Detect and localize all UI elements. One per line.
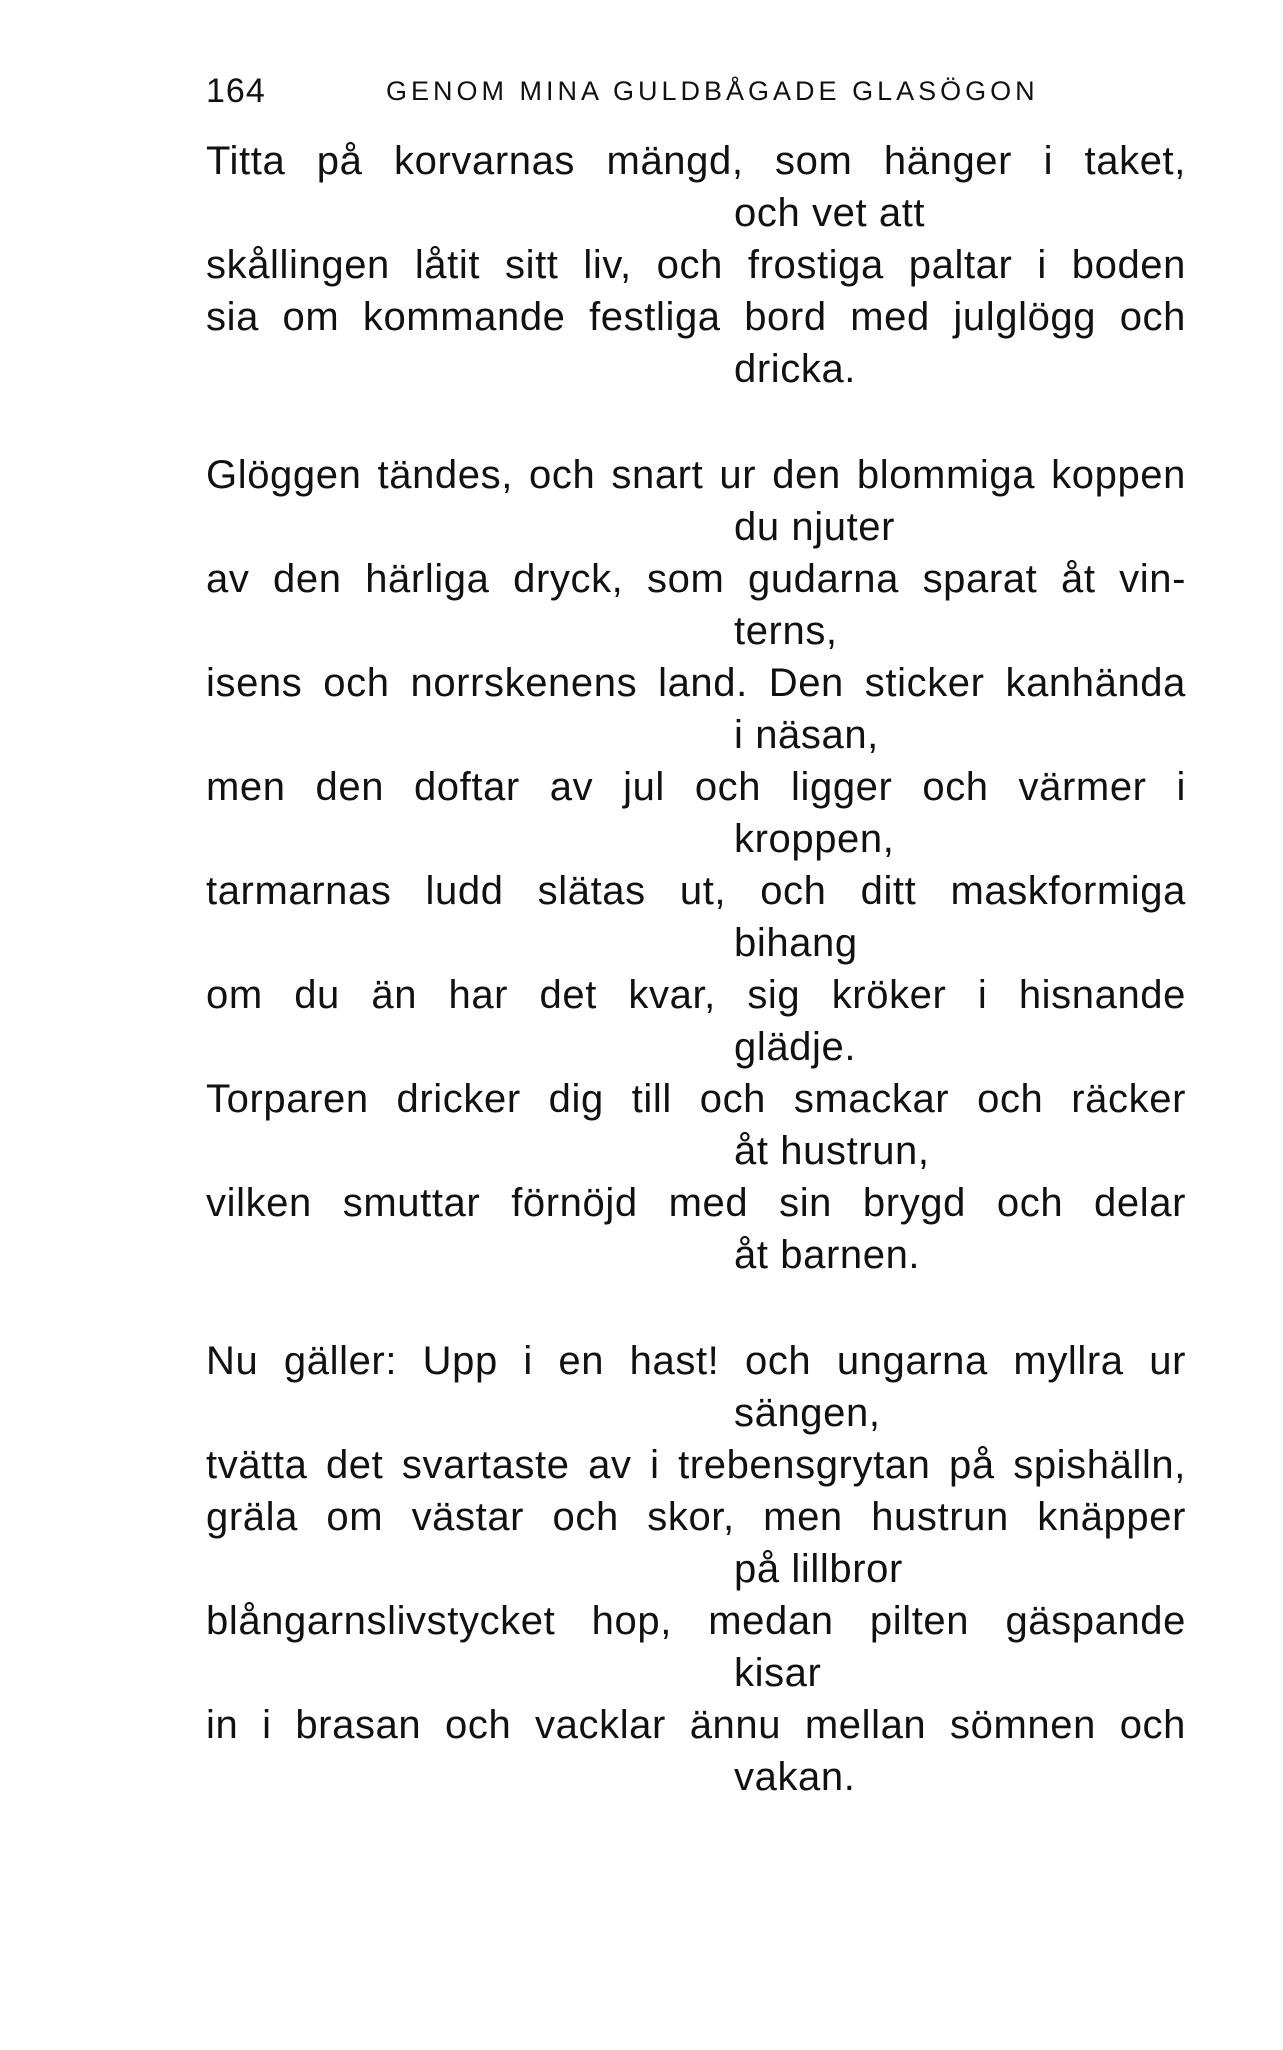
poem-line-continuation: åt barnen. (734, 1233, 921, 1277)
poem-line-continuation: kroppen, (734, 817, 895, 861)
page-header (206, 72, 1039, 112)
poem-line-continuation: och vet att (734, 191, 926, 235)
poem-line: in i brasan och vacklar ännu mellan sömnen och (206, 1703, 1186, 1747)
poem-line-continuation: kisar (734, 1651, 822, 1695)
poem-line-continuation: bihang (734, 921, 858, 965)
poem-line: skållingen låtit sitt liv, och frostiga paltar i boden (206, 243, 1186, 287)
page-number: 164 (206, 72, 266, 110)
poem-line: Nu gäller: Upp i en hast! och ungarna myllra ur (206, 1339, 1186, 1383)
poem-line-continuation: vakan. (734, 1755, 856, 1799)
poem-line-continuation: på lillbror (734, 1547, 903, 1591)
poem-line: om du än har det kvar, sig kröker i hisnande (206, 973, 1186, 1017)
running-title: GENOM MINA GULDBÅGADE GLASÖGON (386, 76, 1039, 106)
poem-line: tarmarnas ludd slätas ut, och ditt maskformiga (206, 869, 1186, 913)
poem-line-continuation: du njuter (734, 505, 896, 549)
poem-line: av den härliga dryck, som gudarna sparat åt vin- (206, 557, 1186, 601)
poem-line-continuation: i näsan, (734, 713, 879, 757)
poem-line: gräla om västar och skor, men hustrun knäpper (206, 1495, 1186, 1539)
stanza (206, 1335, 1191, 1803)
poem-line-continuation: åt hustrun, (734, 1129, 930, 1173)
poem-line: Titta på korvarnas mängd, som hänger i taket, (206, 139, 1186, 183)
poem-line-continuation: glädje. (734, 1025, 857, 1069)
poem-line: blångarnslivstycket hop, medan pilten gäspande (206, 1599, 1186, 1643)
poem-line-continuation: terns, (734, 609, 838, 653)
stanza (206, 135, 1191, 395)
stanza-break (206, 1281, 1191, 1335)
stanza-break (206, 395, 1191, 449)
poem-line: tvätta det svartaste av i trebensgrytan på spishälln, (206, 1443, 1186, 1487)
poem-line: Torparen dricker dig till och smackar och räcker (206, 1077, 1186, 1121)
poem-body (206, 135, 1191, 1803)
poem-line: Glöggen tändes, och snart ur den blommiga koppen (206, 453, 1186, 497)
poem-line-continuation: dricka. (734, 347, 857, 391)
stanza (206, 449, 1191, 1281)
poem-line: vilken smuttar förnöjd med sin brygd och delar (206, 1181, 1186, 1225)
poem-line-continuation: sängen, (734, 1391, 881, 1435)
poem-line: men den doftar av jul och ligger och värmer i (206, 765, 1186, 809)
poem-line: isens och norrskenens land. Den sticker kanhända (206, 661, 1186, 705)
poem-line: sia om kommande festliga bord med julglögg och (206, 295, 1186, 339)
